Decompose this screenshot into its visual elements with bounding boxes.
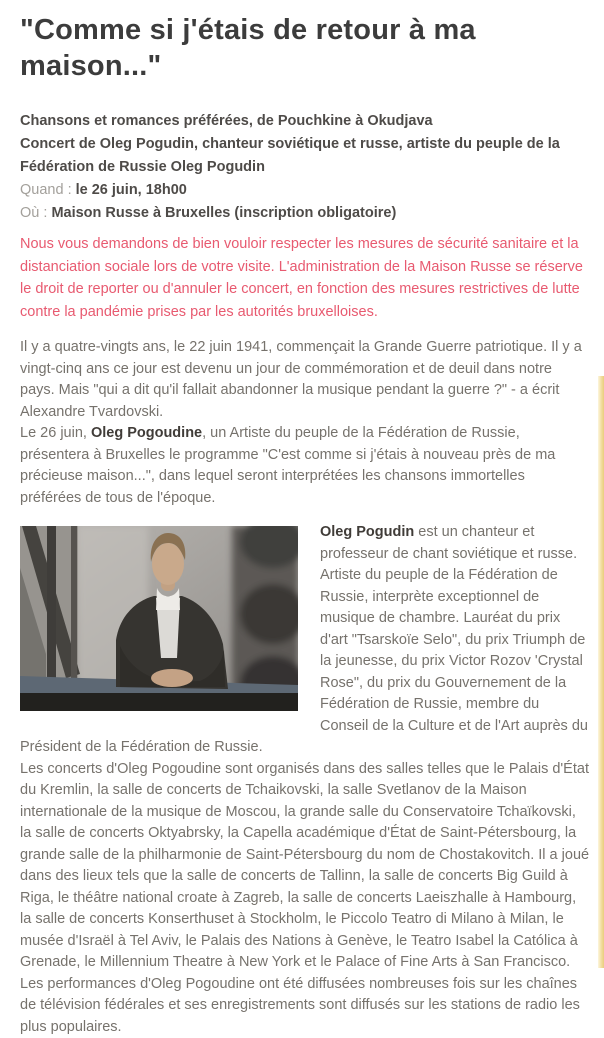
bio-text-1: est un chanteur et professeur de chant soviétique et russe. Artiste du peuple de la Fédération de Russie, interprète exceptionnel de musique de chambre. Lauréat du prix d'art "Tsarskoïe Selo", du prix Triumph de la jeunesse, du prix Victor Rozov 'Crystal Rose", du prix du Gouvernement de la Fédération de Russie, membre du Conseil de la Culture et de l'Art auprès du Président de la Fédération de Russie.: [20, 524, 588, 755]
announce-prefix: Le 26 juin,: [20, 425, 91, 441]
window-frame: [20, 526, 80, 686]
when-row: [20, 179, 590, 202]
artist-photo: [20, 526, 298, 711]
performer-name: Oleg Pogoudine: [90, 425, 203, 441]
where-value: Maison Russe à Bruxelles (inscription obligatoire): [51, 205, 397, 221]
event-meta: [20, 110, 590, 225]
page-title: "Comme si j'étais de retour à ma maison...": [20, 14, 476, 82]
announce-paragraph: [20, 423, 590, 509]
when-value: le 26 juin, 18h00: [75, 182, 187, 198]
where-label: Où :: [20, 205, 48, 221]
subtitle-line: Chansons et romances préférées, de Pouchkine à Okudjava: [20, 113, 433, 129]
when-label: Quand :: [20, 182, 72, 198]
edge-panel-handle[interactable]: [598, 376, 604, 968]
announce-suffix: , un Artiste du peuple de la Fédération de Russie, présentera à Bruxelles le programme "C'est comme si j'étais à nouveau près de ma précieuse maison...", dans lequel seront interprétées les chansons immortelles préférées de tous de l'époque.: [20, 425, 556, 506]
bio-name: Oleg Pogudin: [320, 524, 415, 540]
where-row: [20, 202, 590, 225]
sanitary-notice: Nous vous demandons de bien vouloir respecter les mesures de sécurité sanitaire et la distanciation sociale lors de votre visite. L'administration de la Maison Russe se réserve le droit de reporter ou d'annuler le concert, en fonction des mesures restrictives de lutte contre la pandémie prises par les autorités bruxelloises.: [20, 236, 583, 320]
history-paragraph: Il y a quatre-vingts ans, le 22 juin 1941, commençait la Grande Guerre patriotique. Il y a vingt-cinq ans ce jour est devenu un jour de commémoration et de deuil dans notre pays. Mais "qui a dit qu'il fallait abandonner la musique pendant la guerre ?" - a écrit Alexandre Tvardovski.: [20, 339, 582, 420]
bio-section: [20, 522, 590, 1038]
bio-text-2: Les concerts d'Oleg Pogoudine sont organisés dans des salles telles que le Palais d'État du Kremlin, la salle de concerts de Tchaikovski, la salle Svetlanov de la Maison internationale de la musique de Moscou, la grande salle du Conservatoire Tchaïkovski, la salle de concerts Oktyabrsky, la Capella académique d'État de Saint-Pétersbourg, la grande salle de la philharmonie de Saint-Pétersbourg du nom de Chostakovitch. Il a joué dans des lieux tels que la salle de concerts de Tallinn, la salle de concerts Big Guild à Riga, le théâtre national croate à Zagreb, la salle de concerts Laeiszhalle à Hambourg, la salle de concerts Konserthuset à Stockholm, le Piccolo Teatro di Milano à Milan, le musée d'Israël à Tel Aviv, le Palais des Nations à Genève, le Teatro Isabel la Católica à Grenade, le Millennium Theatre à New York et le Palace of Fine Arts à San Francisco.: [20, 760, 590, 970]
concert-line: Concert de Oleg Pogudin, chanteur soviétique et russe, artiste du peuple de la Fédération de Russie Oleg Pogudin: [20, 136, 560, 175]
portrait-photo-image: [20, 526, 298, 711]
bio-text-3: Les performances d'Oleg Pogoudine ont été diffusées nombreuses fois sur les chaînes de télévision fédérales et ses enregistrements sont diffusés sur les stations de radio les plus populaires.: [20, 975, 580, 1035]
